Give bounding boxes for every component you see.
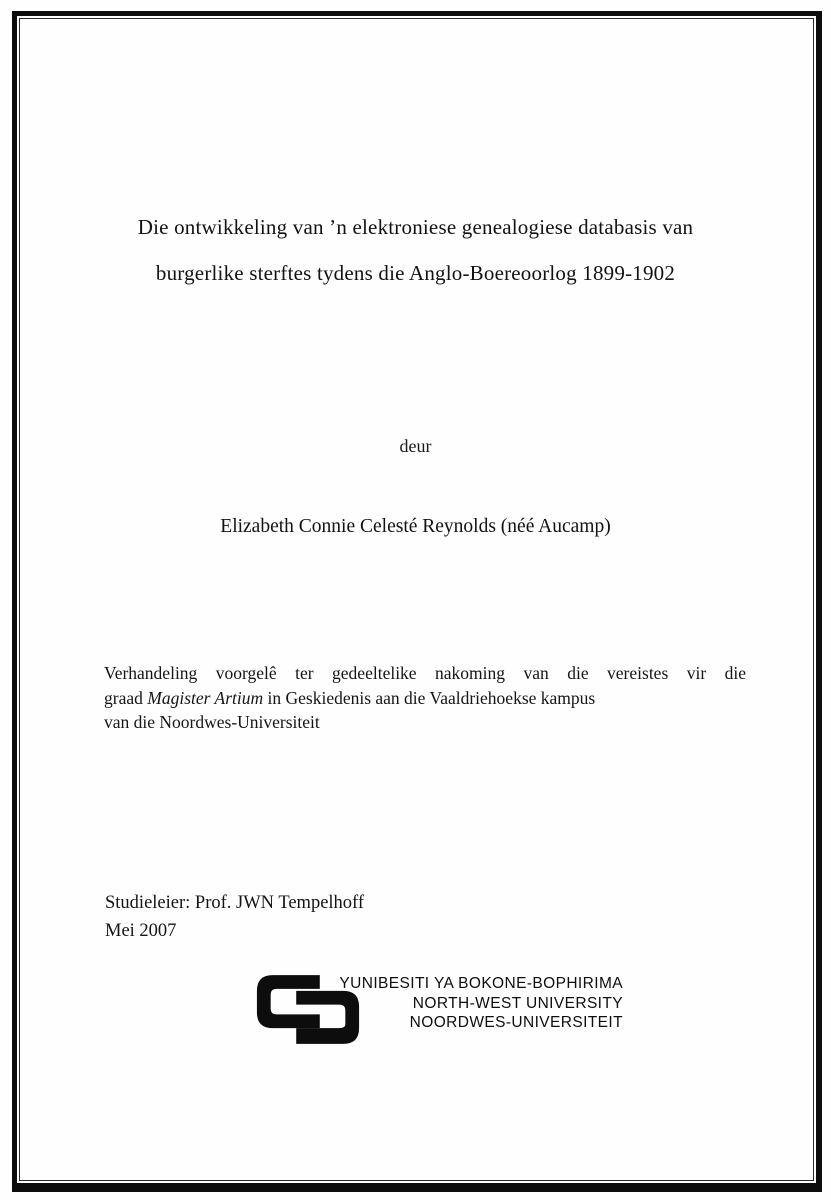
supervisor-line: Studieleier: Prof. JWN Tempelhoff	[105, 893, 365, 913]
thesis-title-line1: Die ontwikkeling van ’n elektroniese genealogiese databasis van	[137, 215, 694, 239]
university-name-english: NORTH-WEST UNIVERSITY	[412, 994, 623, 1012]
university-name-afrikaans: NOORDWES-UNIVERSITEIT	[409, 1014, 623, 1031]
degree-statement-line1: Verhandeling voorgelê ter gedeeltelike nakoming van die vereistes vir die	[104, 663, 746, 683]
university-name-setswana: YUNIBESITI YA BOKONE-BOPHIRIMA	[339, 975, 623, 992]
university-logo-text	[317, 974, 623, 1033]
author-name: Elizabeth Connie Celesté Reynolds (néé Aucamp)	[220, 516, 611, 537]
degree-statement	[104, 661, 746, 735]
degree-statement-line2-pre: graad	[104, 687, 148, 708]
degree-name: Magister Artium	[147, 687, 264, 708]
degree-statement-line2	[104, 686, 746, 711]
thesis-title-line2: burgerlike sterftes tydens die Anglo-Boereoorlog 1899-1902	[155, 261, 676, 285]
thesis-title	[60, 204, 771, 296]
date-line: Mei 2007	[105, 921, 177, 941]
supervisor-block	[105, 889, 364, 945]
byline-label: deur	[399, 436, 432, 456]
degree-statement-line3: van die Noordwes-Universiteit	[104, 712, 320, 732]
degree-statement-line2-post: in Geskiedenis aan die Vaaldriehoekse kampus	[263, 687, 596, 708]
